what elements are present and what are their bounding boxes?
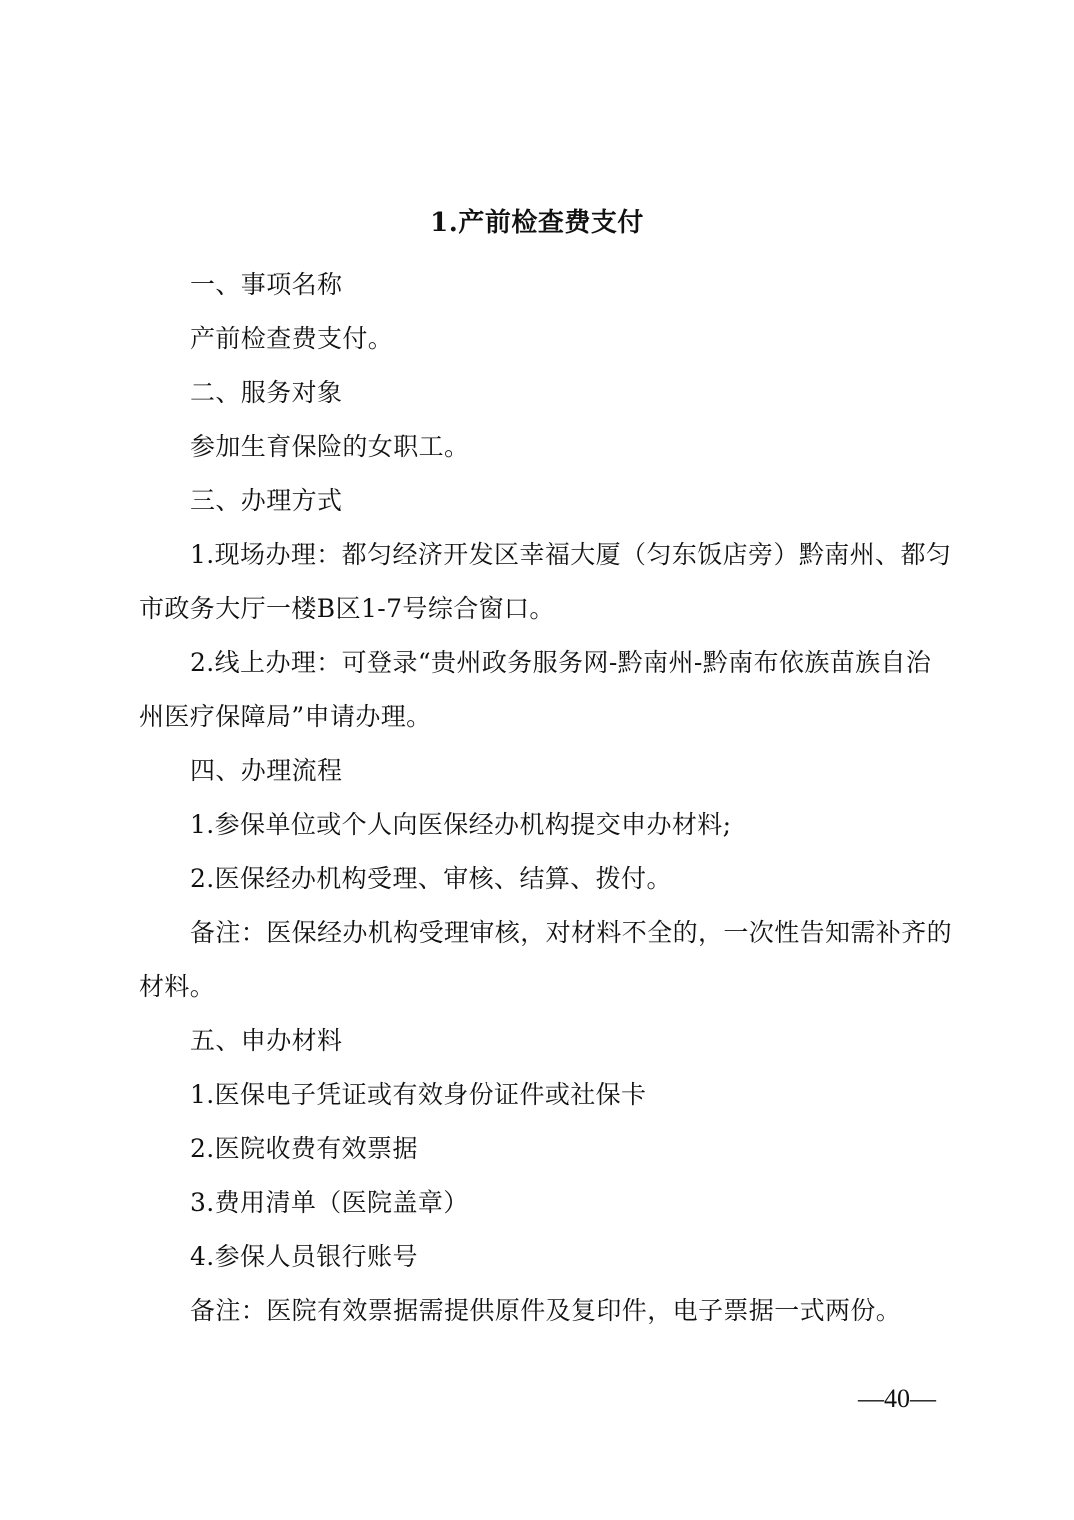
handling-method-online-line1: 2.线上办理：可登录“贵州政务服务网-黔南州-黔南布依族苗族自治 <box>190 648 932 677</box>
process-note-line2: 材料。 <box>139 972 216 1001</box>
handling-method-onsite-line2: 市政务大厅一楼B区1-7号综合窗口。 <box>139 594 555 623</box>
page-number: —40— <box>858 1384 936 1413</box>
handling-method-onsite-line1: 1.现场办理：都匀经济开发区幸福大厦（匀东饭店旁）黔南州、都匀 <box>190 540 952 569</box>
section-heading-service-target: 二、服务对象 <box>190 378 343 407</box>
section-heading-process: 四、办理流程 <box>190 756 343 785</box>
handling-method-online-line2: 州医疗保障局”申请办理。 <box>139 702 432 731</box>
page-title: 1.产前检查费支付 <box>430 208 644 238</box>
section-heading-handling-method: 三、办理方式 <box>190 486 343 515</box>
process-note-line1: 备注：医保经办机构受理审核，对材料不全的，一次性告知需补齐的 <box>190 918 953 947</box>
material-item-3: 3.费用清单（医院盖章） <box>190 1188 469 1217</box>
material-item-2: 2.医院收费有效票据 <box>190 1134 418 1163</box>
material-item-4: 4.参保人员银行账号 <box>190 1242 418 1271</box>
materials-note: 备注：医院有效票据需提供原件及复印件，电子票据一式两份。 <box>190 1296 902 1325</box>
service-target-text: 参加生育保险的女职工。 <box>190 432 470 461</box>
item-name-text: 产前检查费支付。 <box>190 324 394 353</box>
material-item-1: 1.医保电子凭证或有效身份证件或社保卡 <box>190 1080 647 1109</box>
section-heading-item-name: 一、事项名称 <box>190 270 343 299</box>
process-step-1: 1.参保单位或个人向医保经办机构提交申办材料; <box>190 810 732 839</box>
section-heading-materials: 五、申办材料 <box>190 1026 343 1055</box>
process-step-2: 2.医保经办机构受理、审核、结算、拨付。 <box>190 864 672 893</box>
